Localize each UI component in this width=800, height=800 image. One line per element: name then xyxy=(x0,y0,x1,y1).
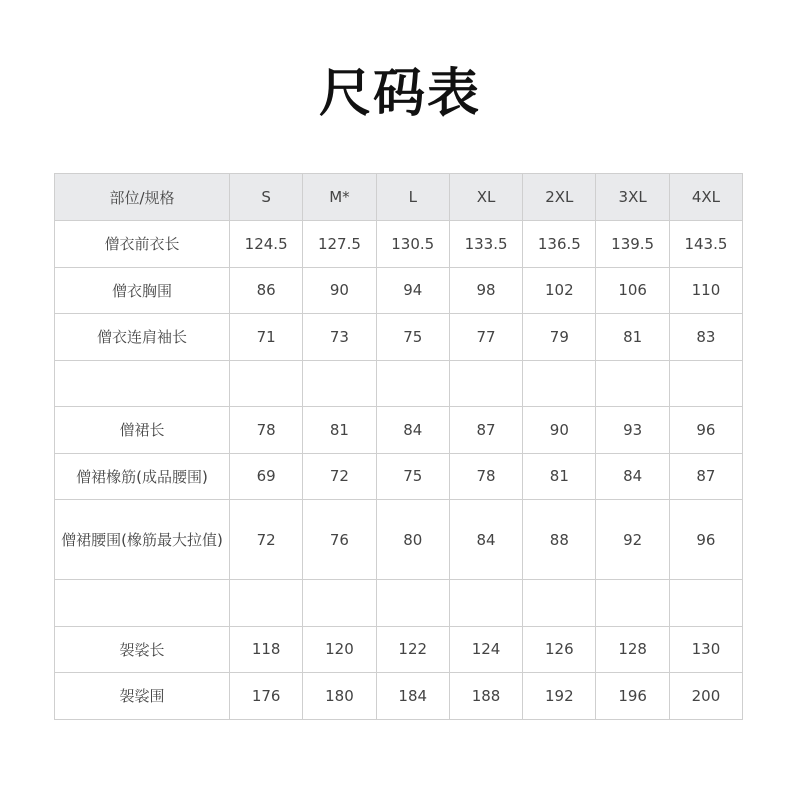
size-value-cell: 176 xyxy=(230,673,303,720)
header-cell-size: XL xyxy=(449,174,522,221)
size-value-cell: 118 xyxy=(230,626,303,673)
size-value-cell: 73 xyxy=(303,314,376,361)
header-cell-size: 3XL xyxy=(596,174,669,221)
size-value-cell: 94 xyxy=(376,267,449,314)
size-value-cell: 77 xyxy=(449,314,522,361)
size-value-cell: 90 xyxy=(523,407,596,454)
size-value-cell: 96 xyxy=(669,500,742,580)
size-value-cell xyxy=(523,360,596,407)
size-value-cell xyxy=(230,360,303,407)
size-value-cell: 192 xyxy=(523,673,596,720)
header-cell-part: 部位/规格 xyxy=(55,174,230,221)
size-value-cell xyxy=(669,360,742,407)
size-value-cell: 83 xyxy=(669,314,742,361)
row-label-cell: 僧裙长 xyxy=(55,407,230,454)
size-value-cell: 75 xyxy=(376,314,449,361)
size-value-cell: 87 xyxy=(669,453,742,500)
size-value-cell: 143.5 xyxy=(669,221,742,268)
size-value-cell: 136.5 xyxy=(523,221,596,268)
size-value-cell xyxy=(230,580,303,627)
size-value-cell xyxy=(669,580,742,627)
size-value-cell: 69 xyxy=(230,453,303,500)
row-label-cell xyxy=(55,580,230,627)
size-value-cell: 200 xyxy=(669,673,742,720)
size-value-cell: 87 xyxy=(449,407,522,454)
row-label-cell: 僧衣连肩袖长 xyxy=(55,314,230,361)
size-value-cell: 72 xyxy=(230,500,303,580)
size-value-cell xyxy=(596,580,669,627)
size-value-cell: 81 xyxy=(303,407,376,454)
header-cell-size: S xyxy=(230,174,303,221)
table-row xyxy=(55,407,743,454)
size-value-cell xyxy=(523,580,596,627)
size-value-cell: 84 xyxy=(376,407,449,454)
size-value-cell: 188 xyxy=(449,673,522,720)
table-row xyxy=(55,500,743,580)
row-label-cell: 袈裟长 xyxy=(55,626,230,673)
size-value-cell: 84 xyxy=(449,500,522,580)
size-value-cell: 80 xyxy=(376,500,449,580)
size-value-cell: 88 xyxy=(523,500,596,580)
size-value-cell: 184 xyxy=(376,673,449,720)
size-value-cell: 86 xyxy=(230,267,303,314)
row-label-cell: 僧裙橡筋(成品腰围) xyxy=(55,453,230,500)
size-value-cell: 75 xyxy=(376,453,449,500)
header-cell-size: M* xyxy=(303,174,376,221)
row-label-cell: 僧裙腰围(橡筋最大拉值) xyxy=(55,500,230,580)
size-value-cell: 81 xyxy=(523,453,596,500)
size-value-cell: 98 xyxy=(449,267,522,314)
table-spacer-row xyxy=(55,580,743,627)
size-value-cell: 180 xyxy=(303,673,376,720)
size-value-cell xyxy=(376,360,449,407)
row-label-cell xyxy=(55,360,230,407)
size-value-cell: 78 xyxy=(230,407,303,454)
size-value-cell: 93 xyxy=(596,407,669,454)
row-label-cell: 僧衣前衣长 xyxy=(55,221,230,268)
header-cell-size: 4XL xyxy=(669,174,742,221)
size-value-cell xyxy=(303,360,376,407)
row-label-cell: 僧衣胸围 xyxy=(55,267,230,314)
size-value-cell: 78 xyxy=(449,453,522,500)
table-row xyxy=(55,314,743,361)
size-value-cell: 102 xyxy=(523,267,596,314)
size-value-cell: 81 xyxy=(596,314,669,361)
size-value-cell: 133.5 xyxy=(449,221,522,268)
size-value-cell: 92 xyxy=(596,500,669,580)
size-value-cell xyxy=(376,580,449,627)
size-value-cell xyxy=(449,580,522,627)
size-value-cell: 71 xyxy=(230,314,303,361)
size-value-cell: 72 xyxy=(303,453,376,500)
table-spacer-row xyxy=(55,360,743,407)
size-value-cell: 139.5 xyxy=(596,221,669,268)
size-value-cell: 110 xyxy=(669,267,742,314)
size-value-cell: 126 xyxy=(523,626,596,673)
size-value-cell: 120 xyxy=(303,626,376,673)
table-body xyxy=(55,221,743,720)
size-value-cell: 196 xyxy=(596,673,669,720)
header-cell-size: 2XL xyxy=(523,174,596,221)
size-value-cell: 79 xyxy=(523,314,596,361)
size-chart-table xyxy=(54,173,743,720)
size-value-cell: 130.5 xyxy=(376,221,449,268)
table-row xyxy=(55,673,743,720)
size-value-cell: 76 xyxy=(303,500,376,580)
size-value-cell: 90 xyxy=(303,267,376,314)
row-label-cell: 袈裟围 xyxy=(55,673,230,720)
size-value-cell: 124 xyxy=(449,626,522,673)
size-value-cell: 84 xyxy=(596,453,669,500)
size-value-cell: 127.5 xyxy=(303,221,376,268)
table-header-row xyxy=(55,174,743,221)
table-row xyxy=(55,626,743,673)
size-value-cell: 96 xyxy=(669,407,742,454)
size-value-cell xyxy=(303,580,376,627)
size-value-cell: 128 xyxy=(596,626,669,673)
size-value-cell xyxy=(449,360,522,407)
table-row xyxy=(55,267,743,314)
size-value-cell: 122 xyxy=(376,626,449,673)
size-value-cell: 106 xyxy=(596,267,669,314)
size-value-cell xyxy=(596,360,669,407)
size-value-cell: 124.5 xyxy=(230,221,303,268)
page-title: 尺码表 xyxy=(318,63,481,124)
table-row xyxy=(55,221,743,268)
size-value-cell: 130 xyxy=(669,626,742,673)
header-cell-size: L xyxy=(376,174,449,221)
table-row xyxy=(55,453,743,500)
